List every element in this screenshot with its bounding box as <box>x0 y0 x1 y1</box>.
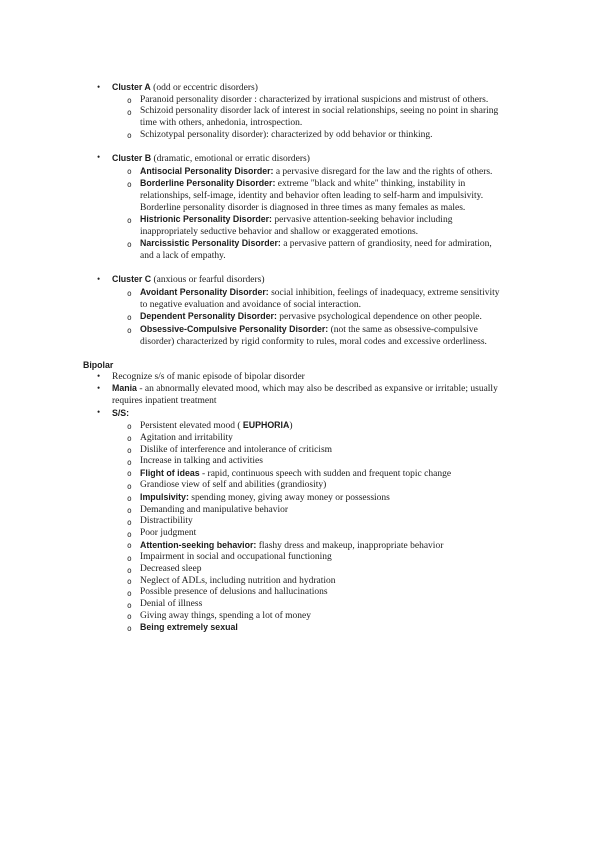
bipolar-item-recognize <box>83 372 500 384</box>
list-item <box>83 287 500 311</box>
document-content <box>83 82 500 647</box>
list-item <box>83 106 500 129</box>
text-run: (not the same as obsessive-compulsive disorder) characterized by rigid conformity to rules, moral codes and excessive orderliness. <box>140 325 487 347</box>
list-item <box>83 311 500 324</box>
text-run: Poor judgment <box>140 528 197 539</box>
list-item <box>83 564 500 576</box>
cluster-a-heading <box>83 82 500 95</box>
bold-run: Attention-seeking behavior: <box>140 539 257 550</box>
ss-symptoms-list <box>83 420 500 635</box>
list-item <box>83 492 500 505</box>
text-run: Demanding and manipulative behavior <box>140 504 288 515</box>
cluster-b-heading <box>83 153 500 166</box>
text-run: a pervasive disregard for the law and the rights of others. <box>273 166 493 177</box>
list-item <box>83 622 500 635</box>
list-item <box>83 420 500 433</box>
bold-run: Obsessive-Compulsive Personality Disorder: <box>140 324 329 334</box>
text-run: pervasive psychological dependence on other people. <box>276 312 482 323</box>
text-run: (odd or eccentric disorders) <box>150 83 258 93</box>
cluster-c-heading <box>83 274 500 287</box>
text-run: spending money, giving away money or possessions <box>188 493 390 504</box>
text-run: Dislike of interference and intolerance of criticism <box>140 444 333 455</box>
list-item <box>83 552 500 564</box>
text-run: - an abnormally elevated mood, which may also be described as expansive or irritable; usually requires inpatient treatment <box>112 384 498 406</box>
section-cluster-a <box>83 82 500 141</box>
bold-run: Avoidant Personality Disorder: <box>140 287 269 298</box>
text-run: a pervasive pattern of grandiosity, need for admiration, and a lack of empathy. <box>140 239 492 262</box>
text-run: Denial of illness <box>140 599 203 610</box>
cluster-c-list <box>83 287 500 348</box>
list-item <box>83 480 500 492</box>
text-run: Neglect of ADLs, including nutrition and hydration <box>140 575 336 586</box>
text-run: Increase in talking and activities <box>140 456 263 467</box>
bold-run: Histrionic Personality Disorder: <box>140 214 272 225</box>
text-run: Persistent elevated mood ( <box>140 421 243 432</box>
list-item <box>83 214 500 238</box>
list-item <box>83 433 500 445</box>
section-cluster-b <box>83 153 500 263</box>
text-run: Giving away things, spending a lot of money <box>140 610 311 621</box>
text-run: pervasive attention-seeking behavior including inappropriately seductive behavior and shallow or exaggerated emotions. <box>140 215 453 237</box>
bold-run: EUPHORIA <box>242 420 290 431</box>
list-item <box>83 95 500 107</box>
list-item <box>83 456 500 468</box>
bold-run: Cluster C <box>112 274 152 285</box>
list-item <box>83 324 500 348</box>
bold-run: Impulsivity: <box>140 492 189 503</box>
text-run: - rapid, continuous speech with sudden and frequent topic change <box>199 468 452 479</box>
text-run: extreme "black and white" thinking, instability in relationships, self-image, identity and behavior often leading to self-harm and impulsivity. Borderline personality disorder is diagnosed in three times as many females as males. <box>140 179 484 213</box>
bold-run: Cluster A <box>112 82 151 92</box>
text-run: Grandiose view of self and abilities (grandiosity) <box>140 480 327 491</box>
list-item <box>83 528 500 540</box>
list-item <box>83 516 500 528</box>
text-run: Possible presence of delusions and hallucinations <box>140 587 328 598</box>
bold-run: S/S: <box>112 407 130 418</box>
bold-run: Mania <box>112 383 137 394</box>
text-run: Paranoid personality disorder : characterized by irrational suspicions and mistrust of others. <box>140 94 489 105</box>
list-item <box>83 599 500 611</box>
cluster-b-list <box>83 166 500 263</box>
list-item <box>83 130 500 142</box>
text-run: Recognize s/s of manic episode of bipolar disorder <box>112 371 305 382</box>
cluster-a-list <box>83 95 500 142</box>
bipolar-item-mania <box>83 383 500 407</box>
list-item <box>83 238 500 262</box>
section-cluster-c <box>83 274 500 348</box>
bipolar-item-ss <box>83 408 500 421</box>
bold-run: Cluster B <box>112 152 152 163</box>
text-run: Decreased sleep <box>140 564 202 575</box>
text-run: Agitation and irritability <box>140 432 233 443</box>
text-run: ) <box>289 421 293 432</box>
text-run: Schizotypal personality disorder): characterized by odd behavior or thinking. <box>140 129 433 140</box>
list-item <box>83 445 500 457</box>
list-item <box>83 468 500 481</box>
text-run: (anxious or fearful disorders) <box>151 275 265 286</box>
text-run: social inhibition, feelings of inadequacy, extreme sensitivity to negative evaluation and avoidance of social interaction. <box>140 288 500 310</box>
bold-run: Borderline Personality Disorder: <box>140 178 276 189</box>
bold-run: Flight of ideas <box>140 467 200 478</box>
bold-run: Narcissistic Personality Disorder: <box>140 238 281 249</box>
text-run: Schizoid personality disorder lack of interest in social relationships, seeing no point in sharing time with others, anhedonia, introspection. <box>140 106 499 128</box>
text-run: (dramatic, emotional or erratic disorders) <box>151 153 310 164</box>
bipolar-heading: Bipolar <box>83 359 114 370</box>
list-item <box>83 166 500 179</box>
bold-run: Being extremely sexual <box>140 622 238 633</box>
bold-run: Antisocial Personality Disorder: <box>140 165 274 176</box>
text-run: flashy dress and makeup, inappropriate behavior <box>256 540 444 551</box>
text-run: Impairment in social and occupational functioning <box>140 552 332 563</box>
list-item <box>83 505 500 517</box>
list-item <box>83 540 500 553</box>
bold-run: Dependent Personality Disorder: <box>140 311 277 322</box>
text-run: Distractibility <box>140 516 193 527</box>
list-item <box>83 587 500 599</box>
section-bipolar <box>83 360 500 635</box>
list-item <box>83 576 500 588</box>
list-item <box>83 178 500 214</box>
list-item <box>83 611 500 623</box>
